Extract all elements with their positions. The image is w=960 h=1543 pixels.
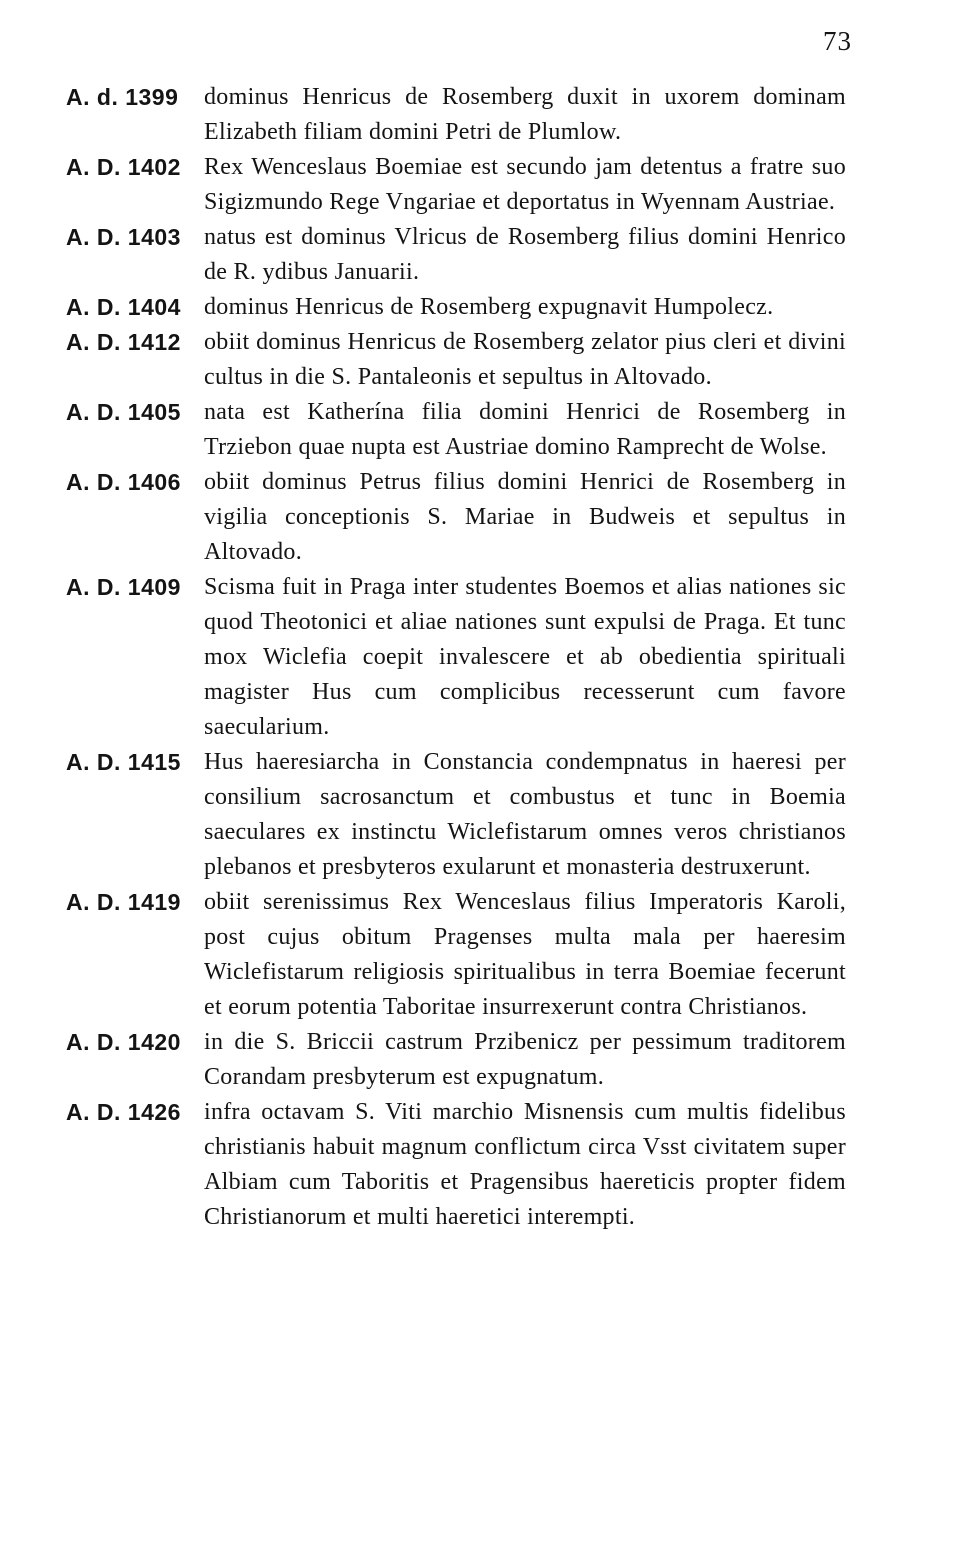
chronicle-entry-1409 (66, 570, 846, 745)
entry-date: A. D. 1405 (66, 399, 181, 425)
chronicle-entry-1420 (66, 1025, 846, 1095)
entry-text: in die S. Briccii castrum Przibenicz per pessimum traditorem Corandam presbyterum est expugnatum. (204, 1029, 846, 1090)
page-number: 73 (823, 26, 852, 56)
entry-text: dominus Henricus de Rosemberg duxit in uxorem dominam Elizabeth filiam domini Petri de Plumlow. (204, 84, 846, 145)
entry-date: A. D. 1415 (66, 749, 181, 775)
entry-date: A. D. 1404 (66, 294, 181, 320)
entry-date: A. D. 1426 (66, 1099, 181, 1125)
entry-date: A. D. 1420 (66, 1029, 181, 1055)
entry-text: Rex Wenceslaus Boemiae est secundo jam detentus a fratre suo Sigizmundo Rege Vngariae et deportatus in Wyennam Austriae. (204, 154, 846, 215)
chronicle-entries (66, 80, 846, 1235)
entry-date: A. D. 1403 (66, 224, 181, 250)
entry-date: A. D. 1409 (66, 574, 181, 600)
entry-text: nata est Katherína filia domini Henrici de Rosemberg in Trziebon quae nupta est Austriae domino Ramprecht de Wolse. (204, 399, 846, 460)
entry-text: natus est dominus Vlricus de Rosemberg filius domini Henrico de R. ydibus Januarii. (204, 224, 846, 285)
chronicle-entry-1412 (66, 325, 846, 395)
chronicle-entry-1426 (66, 1095, 846, 1235)
chronicle-entry-1406 (66, 465, 846, 570)
entry-date: A. D. 1406 (66, 469, 181, 495)
chronicle-entry-1415 (66, 745, 846, 885)
entry-text: Scisma fuit in Praga inter studentes Boemos et alias nationes sic quod Theotonici et aliae nationes sunt expulsi de Praga. Et tunc mox Wiclefia coepit invalescere et ab obedientia spirituali magister Hus cum complicibus recesserunt cum favore saecularium. (204, 574, 846, 740)
entry-date: A. D. 1402 (66, 154, 181, 180)
chronicle-entry-1399 (66, 80, 846, 150)
chronicle-entry-1419 (66, 885, 846, 1025)
entry-date: A. D. 1412 (66, 329, 181, 355)
chronicle-entry-1402 (66, 150, 846, 220)
entry-text: infra octavam S. Viti marchio Misnensis cum multis fidelibus christianis habuit magnum conflictum circa Vsst civitatem super Albiam cum Taboritis et Pragensibus haereticis propter fidem Christianorum et multi haeretici interempti. (204, 1099, 846, 1230)
entry-date: A. d. 1399 (66, 84, 179, 110)
chronicle-entry-1405 (66, 395, 846, 465)
entry-text: obiit dominus Petrus filius domini Henrici de Rosemberg in vigilia conceptionis S. Mariae in Budweis et sepultus in Altovado. (204, 469, 846, 565)
entry-date: A. D. 1419 (66, 889, 181, 915)
entry-text: obiit dominus Henricus de Rosemberg zelator pius cleri et divini cultus in die S. Pantaleonis et sepultus in Altovado. (204, 329, 846, 390)
chronicle-entry-1403 (66, 220, 846, 290)
entry-text: dominus Henricus de Rosemberg expugnavit Humpolecz. (204, 294, 774, 320)
chronicle-entry-1404 (66, 290, 846, 325)
entry-text: Hus haeresiarcha in Constancia condempnatus in haeresi per consilium sacrosanctum et combustus et tunc in Boemia saeculares ex instinctu Wiclefistarum omnes veros christianos plebanos et presbyteros exularunt et monasteria destruxerunt. (204, 749, 846, 880)
entry-text: obiit serenissimus Rex Wenceslaus filius Imperatoris Karoli, post cujus obitum Pragenses multa mala per haeresim Wiclefistarum religiosis spiritualibus in terra Boemiae fecerunt et eorum potentia Taboritae insurrexerunt contra Christianos. (204, 889, 846, 1020)
